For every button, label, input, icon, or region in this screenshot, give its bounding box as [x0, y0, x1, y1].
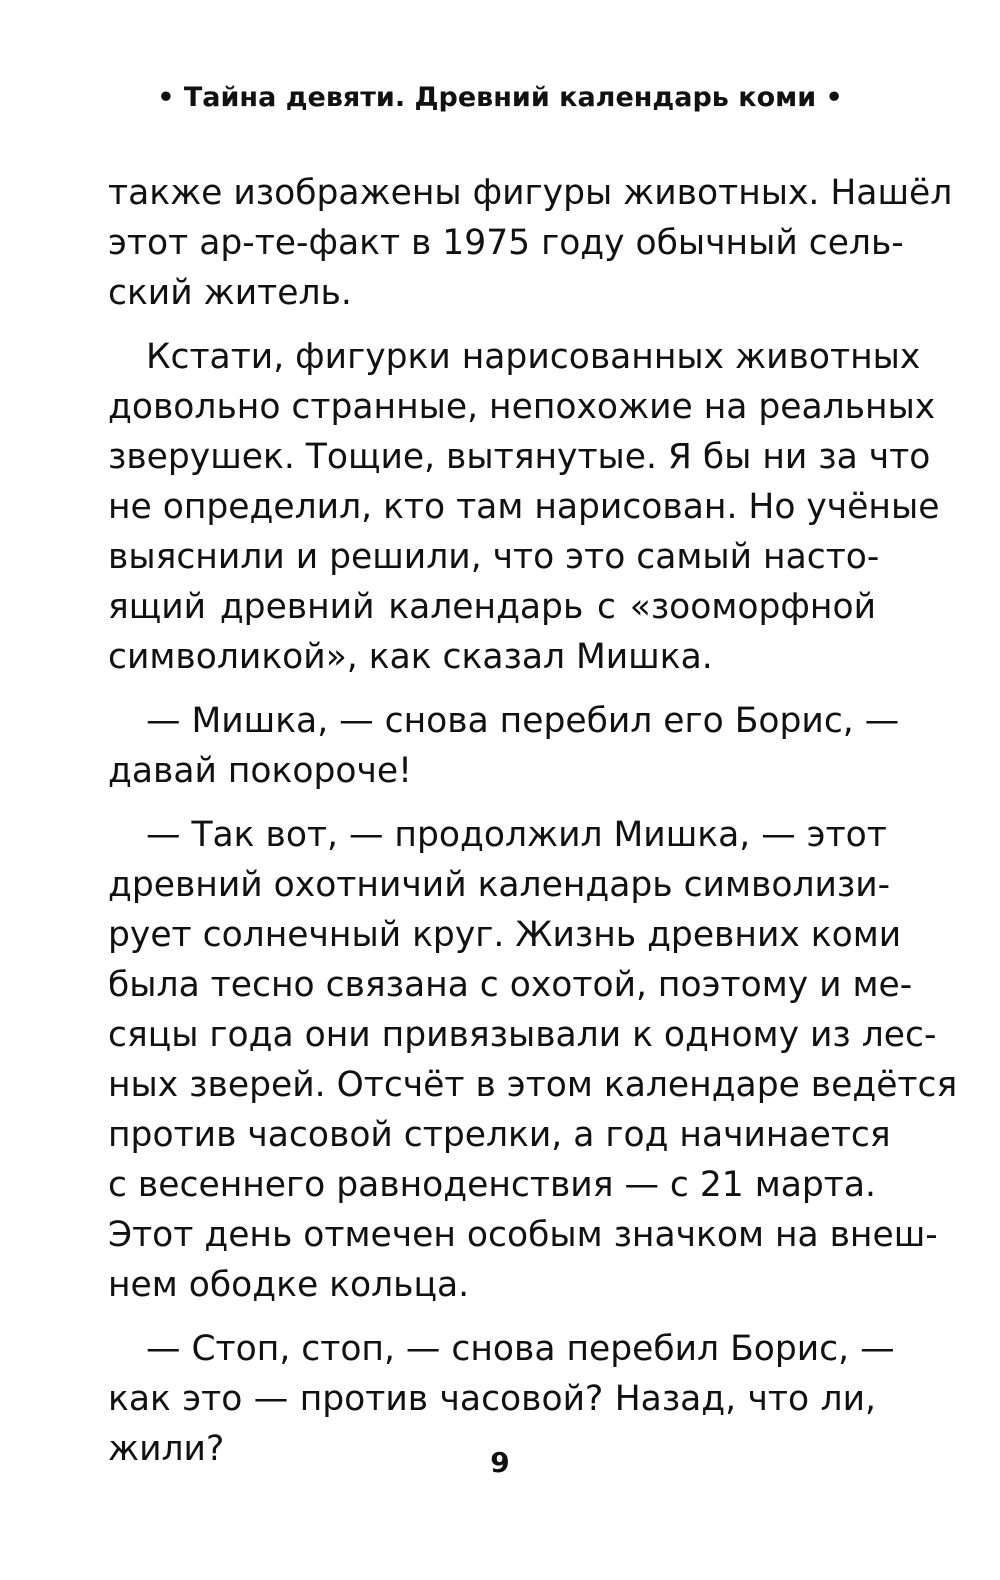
text-line: символикой», как сказал Мишка. [108, 637, 713, 677]
text-line: как это — против часовой? Назад, что ли, [108, 1379, 876, 1419]
text-line: ных зверей. Отсчёт в этом календаре ведётся [108, 1065, 958, 1105]
text-line: древний охотничий календарь символизи- [108, 865, 891, 905]
text-line: жили? [108, 1429, 225, 1469]
text-line: рует солнечный круг. Жизнь древних коми [108, 915, 902, 955]
paragraph [108, 696, 900, 796]
text-line: — Мишка, — снова перебил его Борис, — [146, 701, 900, 741]
body-text [108, 168, 958, 1474]
text-line: довольно странные, непохожие на реальных [108, 387, 936, 427]
page-number: 9 [490, 1446, 510, 1479]
running-header: • Тайна девяти. Древний календарь коми • [157, 82, 843, 113]
text-line: — Стоп, стоп, — снова перебил Борис, — [146, 1329, 895, 1369]
text-line: давай покороче! [108, 751, 412, 791]
paragraph [108, 168, 953, 318]
text-line: нем ободке кольца. [108, 1265, 470, 1305]
paragraph [108, 810, 958, 1310]
text-line: ящий древний календарь с «зооморфной [108, 587, 876, 627]
text-line: была тесно связана с охотой, поэтому и ме- [108, 965, 913, 1005]
text-line: с весеннего равноденствия — с 21 марта. [108, 1165, 876, 1205]
paragraph [108, 332, 940, 682]
text-line: сяцы года они привязывали к одному из лес- [108, 1015, 937, 1055]
text-line: зверушек. Тощие, вытянутые. Я бы ни за что [108, 437, 931, 477]
text-line: Кстати, фигурки нарисованных животных [146, 337, 921, 377]
text-line: этот ар-те-факт в 1975 году обычный сель- [108, 223, 904, 263]
text-line: против часовой стрелки, а год начинается [108, 1115, 891, 1155]
text-line: Этот день отмечен особым значком на внеш- [108, 1215, 938, 1255]
text-line: также изображены фигуры животных. Нашёл [108, 173, 953, 213]
text-line: — Так вот, — продолжил Мишка, — этот [146, 815, 887, 855]
text-line: не определил, кто там нарисован. Но учёные [108, 487, 940, 527]
text-line: ский житель. [108, 273, 352, 313]
text-line: выяснили и решили, что это самый насто- [108, 537, 880, 577]
